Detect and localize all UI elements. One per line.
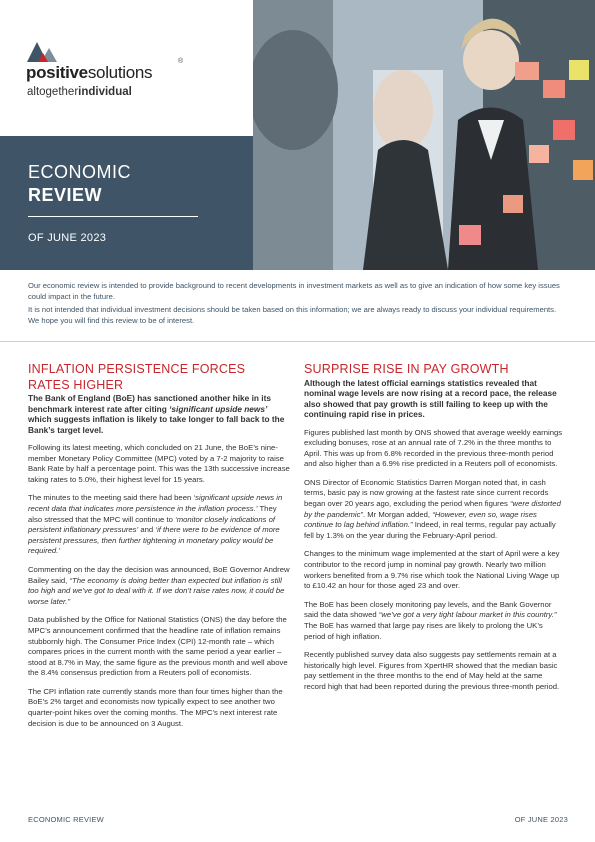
title-panel [0,136,253,270]
article-heading: INFLATION PERSISTENCE FORCES RATES HIGHER [28,362,246,392]
title-line-1: ECONOMIC [28,162,131,182]
brand-registered-mark: ® [178,58,184,65]
article-inflation [28,362,290,737]
header-photo [253,0,595,270]
article-pay-growth [304,362,566,701]
title-date: OF JUNE 2023 [28,232,107,244]
article-lead: The Bank of England (BoE) has sanctioned another hike in its benchmark interest rate after citing ‘significant upside news’ which suggests inflation is likely to take longer to fall back to the Bank’s target level. [28,393,285,435]
article-paragraph: The CPI inflation rate currently stands more than four times higher than the BoE’s 2% target and economists now typically expect to see another two quarter-point hikes over the coming months. The MPC’s next interest rate decision is due to be announced on 3 August. [28,686,283,728]
brand-tagline: altogetherindividual [27,86,132,98]
intro-section [28,281,568,329]
article-paragraph: Commenting on the day the decision was announced, BoE Governor Andrew Bailey said, “The economy is doing better than expected but inflation is still too high and we’ve got to deal with it. If we don’t raise rates now, it could be worse later.” [28,564,290,606]
intro-divider [0,341,595,342]
title-divider [28,216,198,217]
intro-paragraph-2: It is not intended that individual investment decisions should be taken based on this information; we are always ready to discuss your individual requirements. We hope you will find this review to be of interest. [28,305,557,325]
office-meeting-photo-image [253,0,595,270]
article-paragraph: Figures published last month by ONS showed that average weekly earnings excluding bonuses, rose at an annual rate of 7.2% in the three months to April. This was up from 6.8% recorded in the previous three-month period and also higher than a 6.9% rise predicted in a Reuters poll of economists. [304,427,563,469]
footer-date: OF JUNE 2023 [514,815,568,824]
article-paragraph: Changes to the minimum wage implemented at the start of April were a key contributor to the record jump in nominal pay growth. Nearly two million workers benefited from a 9.7% rise which took the National Living Wage up to £10.42 an hour for those aged 23 and over. [304,549,560,591]
article-paragraph: Following its latest meeting, which concluded on 21 June, the BoE’s nine-member Monetary Policy Committee (MPC) voted by a 7-2 majority to raise Bank Rate by half a percentage point. This was the 13th successive increase taking rates to 5.0%, their highest level for 15 years. [28,443,290,484]
footer-title: ECONOMIC REVIEW [28,815,104,824]
logo-area [0,0,253,136]
intro-paragraph-1: Our economic review is intended to provide background to recent developments in investment markets as well as to give an indication of how some key issues could impact in the future. [28,281,560,301]
article-lead: Although the latest official earnings statistics revealed that nominal wage levels are now rising at a record pace, the release also showed that pay growth is still failing to keep up with the continuing rapid rise in prices. [304,377,557,419]
page-header [0,0,595,270]
article-paragraph: The BoE has been closely monitoring pay levels, and the Bank Governor said the data showed “we’ve got a very tight labour market in this country.” The BoE has warned that large pay rises are likely to prolong the UK’s period of high inflation. [304,599,557,641]
title-line-2: REVIEW [28,185,103,205]
brand-name: positivesolutions [26,63,153,82]
article-paragraph: Data published by the Office for National Statistics (ONS) the day before the MPC’s announcement confirmed that the headline rate of inflation remains stubbornly high. The Consumer Price Index (CPI) 12-month rate – which compares prices in the current month with the same period a year earlier – stood at 8.7% in May, the same figure as the previous month and well above the 8.4% consensus prediction from a Reuters poll of economists. [28,615,288,678]
article-paragraph: ONS Director of Economic Statistics Darren Morgan noted that, in cash terms, basic pay is now growing at the fastest rate since current records began over 20 years ago, excluding the period when figures “were distorted by the pandemic”. Mr Morgan added, “However, even so, wage rises continue to lag behind inflation.” Indeed, in real terms, regular pay actually fell by 1.3% on the year during the February-April period. [304,477,561,540]
article-heading: SURPRISE RISE IN PAY GROWTH [304,362,509,376]
brand-logo-icon [27,42,63,64]
article-paragraph: Recently published survey data also suggests pay settlements remain at a historically high level. Figures from XpertHR showed that the median basic pay settlement in the three months to the end of May held at the same record high that had been reported during the previous three-month period. [304,650,560,691]
article-paragraph: The minutes to the meeting said there had been ‘significant upside news in recent data that indicates more persistence in the inflation process.’ They also stressed that the MPC will continue to ‘monitor closely indications of persistent inflationary pressures’ and ‘if there were to be evidence of more persistent pressures, then further tightening in monetary policy would be required.’ [28,493,283,556]
